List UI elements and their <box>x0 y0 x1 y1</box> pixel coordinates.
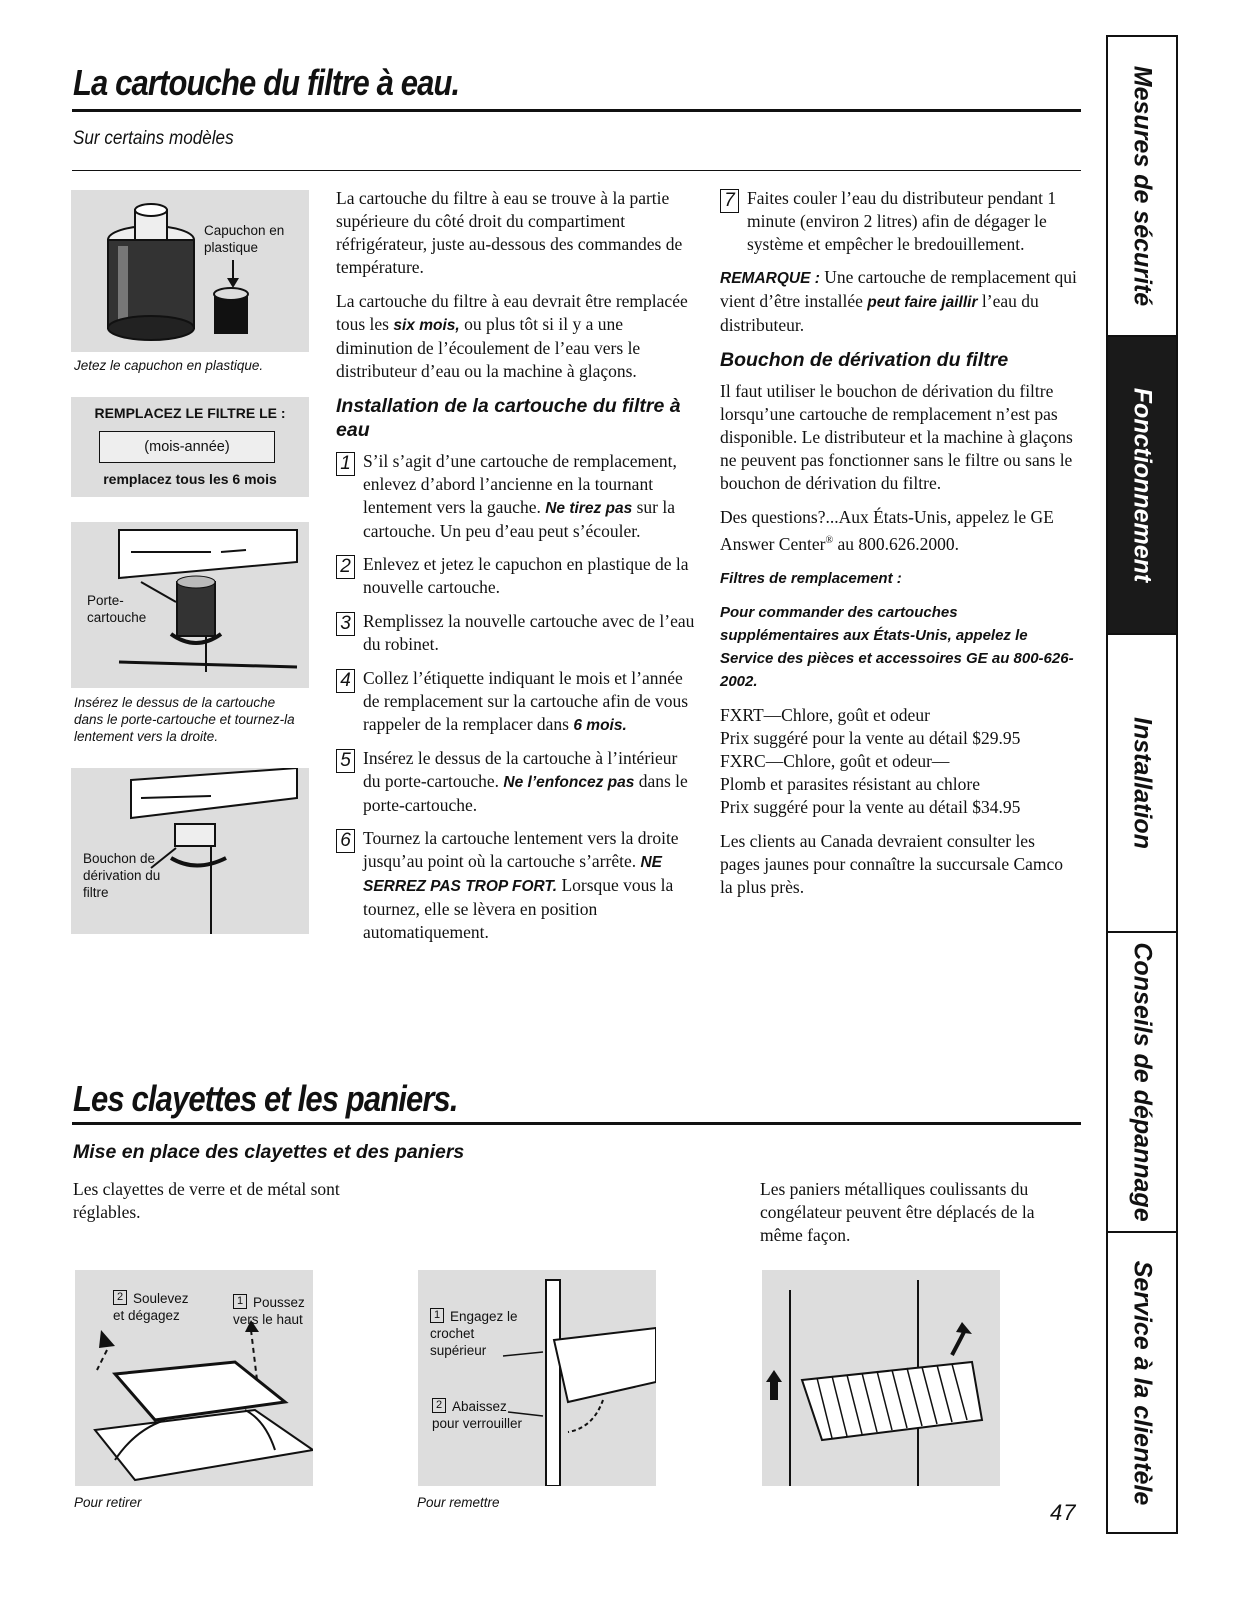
replace-shelf-illustration <box>418 1270 656 1486</box>
replace-note: remplacez tous les 6 mois <box>103 471 277 487</box>
tab-troubleshooting[interactable]: Conseils de dépannage <box>1108 933 1176 1233</box>
step-number: 4 <box>336 669 355 693</box>
cap-label: Capuchon en plastique <box>204 223 285 255</box>
install-step <box>336 667 698 737</box>
basket-illustration <box>762 1270 1000 1486</box>
step-7 <box>720 187 1078 256</box>
lower-lock-label: 2 Abaissez pour verrouiller <box>432 1399 523 1431</box>
step-text: Remplissez la nouvelle cartouche avec de l’eau du robinet. <box>363 611 695 654</box>
install-step <box>336 610 698 657</box>
bypass-paragraph: Il faut utiliser le bouchon de dérivation du filtre lorsqu’une cartouche de remplacement n’est pas disponible. Le distributeur et la machine à glaçons ne peuvent pas fonctionner sans le filtre ou sans le bouchon de dérivation du filtre. <box>720 381 1073 493</box>
shelves-subheading: Mise en place des clayettes et des paniers <box>73 1141 465 1163</box>
step-text: Insérez le dessus de la cartouche à l’intérieur du porte-cartouche. Ne l’enfoncez pas dans le porte-cartouche. <box>363 748 688 815</box>
cartridge-illustration <box>71 190 309 352</box>
section-title-shelves: Les clayettes et les paniers. <box>73 1078 458 1119</box>
bypass-heading: Bouchon de dérivation du filtre <box>720 349 1009 371</box>
step-number: 1 <box>336 452 355 476</box>
section-subtitle: Sur certains modèles <box>73 128 234 149</box>
bypass-label: Bouchon de dérivation du filtre <box>83 851 161 900</box>
replace-reminder-box <box>71 397 309 497</box>
page-number: 47 <box>1050 1500 1077 1525</box>
install-heading: Installation de la cartouche du filtre à eau <box>336 395 681 441</box>
order-paragraph: Pour commander des cartouches supplémentaires aux États-Unis, appelez le Service des pièces et accessoires GE au 800-626-2002. <box>720 603 1074 690</box>
subtitle-rule <box>72 170 1081 171</box>
step-text: Enlevez et jetez le capuchon en plastique de la nouvelle cartouche. <box>363 554 689 597</box>
replace-date-field: (mois-année) <box>99 431 275 463</box>
title-rule <box>72 109 1081 112</box>
remark: REMARQUE : Une cartouche de remplacement qui vient d’être installée peut faire jaillir l’eau du distributeur. <box>720 267 1077 335</box>
replace-caption: Pour remettre <box>417 1495 500 1510</box>
step-number: 2 <box>336 555 355 579</box>
step-text: S’il s’agit d’une cartouche de remplacement, enlevez d’abord l’ancienne en la tournant lentement vers la gauche. Ne tirez pas sur la cartouche. Un peu d’eau peut s’écouler. <box>363 451 677 541</box>
install-steps <box>336 450 698 944</box>
step-number: 5 <box>336 749 355 773</box>
install-step <box>336 553 698 600</box>
holder-caption: Insérez le dessus de la cartouche dans le porte-cartouche et tournez-la lentement vers la droite. <box>74 695 295 744</box>
push-up-label: 1 Poussez vers le haut <box>233 1295 305 1327</box>
tab-operation[interactable]: Fonctionnement <box>1108 337 1176 635</box>
canada-paragraph: Les clients au Canada devraient consulter les pages jaunes pour connaître la succursale Camco la plus près. <box>720 830 1064 897</box>
cap-caption: Jetez le capuchon en plastique. <box>74 358 264 373</box>
holder-label: Porte-cartouche <box>87 593 147 625</box>
install-step <box>336 450 698 543</box>
install-step <box>336 747 698 817</box>
filter-prices: FXRT—Chlore, goût et odeur Prix suggéré pour la vente au détail $29.95 FXRC—Chlore, goût et odeur— Plomb et parasites résistant au chlore Prix suggéré pour la vente au détail $34.95 <box>720 704 1021 817</box>
install-step <box>336 827 698 944</box>
tab-installation[interactable]: Installation <box>1108 635 1176 933</box>
step-number: 3 <box>336 612 355 636</box>
step-number: 7 <box>720 189 739 213</box>
shelves-rule <box>72 1122 1081 1125</box>
shelves-text: Les clayettes de verre et de métal sont réglables. <box>73 1179 340 1222</box>
questions-paragraph: Des questions?...Aux États-Unis, appelez le GE Answer Center® au 800.626.2000. <box>720 507 1054 554</box>
step-text: Collez l’étiquette indiquant le mois et l’année de remplacement sur la cartouche afin de vous rappeler de la remplacer dans 6 mois. <box>363 668 689 734</box>
step-text: Faites couler l’eau du distributeur pendant 1 minute (environ 2 litres) afin de dégager le système et empêcher le bredouillement. <box>747 188 1057 254</box>
step-text: Tournez la cartouche lentement vers la droite jusqu’au point où la cartouche s’arrête. NE SERREZ PAS TROP FORT. Lorsque vous la tournez, elle se lèvera en position automatiquement. <box>363 828 679 942</box>
replace-heading: REMPLACEZ LE FILTRE LE : <box>94 405 286 421</box>
section-title-filter: La cartouche du filtre à eau. <box>73 62 460 103</box>
baskets-text: Les paniers métalliques coulissants du congélateur peuvent être déplacés de la même façon. <box>760 1179 1035 1245</box>
remove-shelf-illustration <box>75 1270 313 1486</box>
sidebar-tabs <box>1106 35 1178 1534</box>
filter-info-column <box>720 187 1078 910</box>
cartridge-drawing <box>71 190 309 352</box>
step-number: 6 <box>336 829 355 853</box>
hook-label: 1 Engagez le crochet supérieur <box>430 1309 518 1358</box>
location-paragraph: La cartouche du filtre à eau se trouve à la partie supérieure du côté droit du compartiment réfrigérateur, juste au-dessous des commandes de température. <box>336 188 683 277</box>
replacement-paragraph: La cartouche du filtre à eau devrait être remplacée tous les six mois, ou plus tôt si il y a une diminution de l’écoulement de l’eau vers le distributeur d’eau ou la machine à glaçons. <box>336 291 688 381</box>
tab-customer-service[interactable]: Service à la clientèle <box>1128 1260 1157 1505</box>
filter-text-column <box>336 187 698 954</box>
replace-shelf-drawing <box>418 1270 656 1486</box>
replacement-filters-label: Filtres de remplacement : <box>720 569 902 587</box>
tab-safety[interactable]: Mesures de sécurité <box>1108 37 1176 337</box>
cartridge-holder-illustration <box>71 522 309 688</box>
basket-drawing <box>762 1270 1000 1486</box>
bypass-plug-illustration <box>71 768 309 934</box>
remove-caption: Pour retirer <box>74 1495 142 1510</box>
lift-label: 2 Soulevez et dégagez <box>113 1291 189 1323</box>
